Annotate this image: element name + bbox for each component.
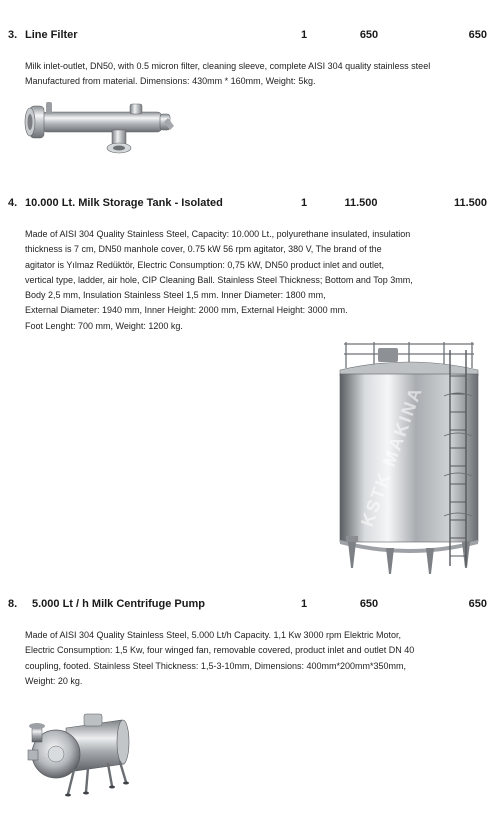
item-name: 10.000 Lt. Milk Storage Tank - Isolated (25, 197, 223, 209)
item-number: 3. (8, 29, 18, 41)
item-description: Made of AISI 304 Quality Stainless Steel, Capacity: 10.000 Lt., polyurethane insulated, insulation thickness is 7 cm, DN50 manhole cover, 0.75 kW 56 rpm agitator, 380 V, The brand of the agitator is Yılmaz Redüktör, Electric Consumption: 0,75 kW, DN50 product inlet and outlet, vertical type, ladder, air hole, CIP Cleaning Ball. Stainless Steel Thickness; Bottom and Top 3mm, Body 2,5 mm, Insulation Stainless Steel 1,5 mm. Inner Diameter: 1800 mm, External Diameter: 1940 mm, Inner Height: 2000 mm, External Height: 3000 mm. Foot Lenght: 700 mm, Weight: 1200 kg. (25, 229, 413, 331)
item-description: Milk inlet-outlet, DN50, with 0.5 micron filter, cleaning sleeve, complete AISI 304 quality stainless steel Manufactured from material. Dimensions: 430mm * 160mm, Weight: 5kg. (25, 61, 431, 87)
item-unit-price: 650 (359, 29, 379, 41)
item-unit-price: 650 (359, 598, 379, 610)
item-total: 650 (468, 29, 487, 41)
item-number: 4. (8, 197, 18, 209)
item-total: 650 (468, 598, 487, 610)
item-total: 11.500 (453, 197, 487, 209)
item-description: Made of AISI 304 Quality Stainless Steel, 5.000 Lt/h Capacity. 1,1 Kw 3000 rpm Elektric Motor, Electric Consumption: 1,5 Kw, four winged fan, removable covered, product inlet and outlet DN 40 coupling, footed. Stainless Steel Thickness: 1,5-3-10mm, Dimensions: 400mm*200mm*350mm, Weight: 20 kg. (25, 630, 415, 686)
item-quantity: 1 (300, 29, 308, 41)
centrifuge-pump-image (26, 706, 136, 802)
watermark-text: KSTK MAKINA (356, 383, 427, 530)
item-unit-price: 11.500 (344, 197, 378, 209)
item-quantity: 1 (300, 197, 308, 209)
item-name: 5.000 Lt / h Milk Centrifuge Pump (32, 598, 205, 610)
item-number: 8. (8, 598, 18, 610)
item-quantity: 1 (300, 598, 308, 610)
line-filter-image (20, 100, 180, 164)
item-name: Line Filter (25, 29, 78, 41)
storage-tank-image (334, 336, 484, 576)
